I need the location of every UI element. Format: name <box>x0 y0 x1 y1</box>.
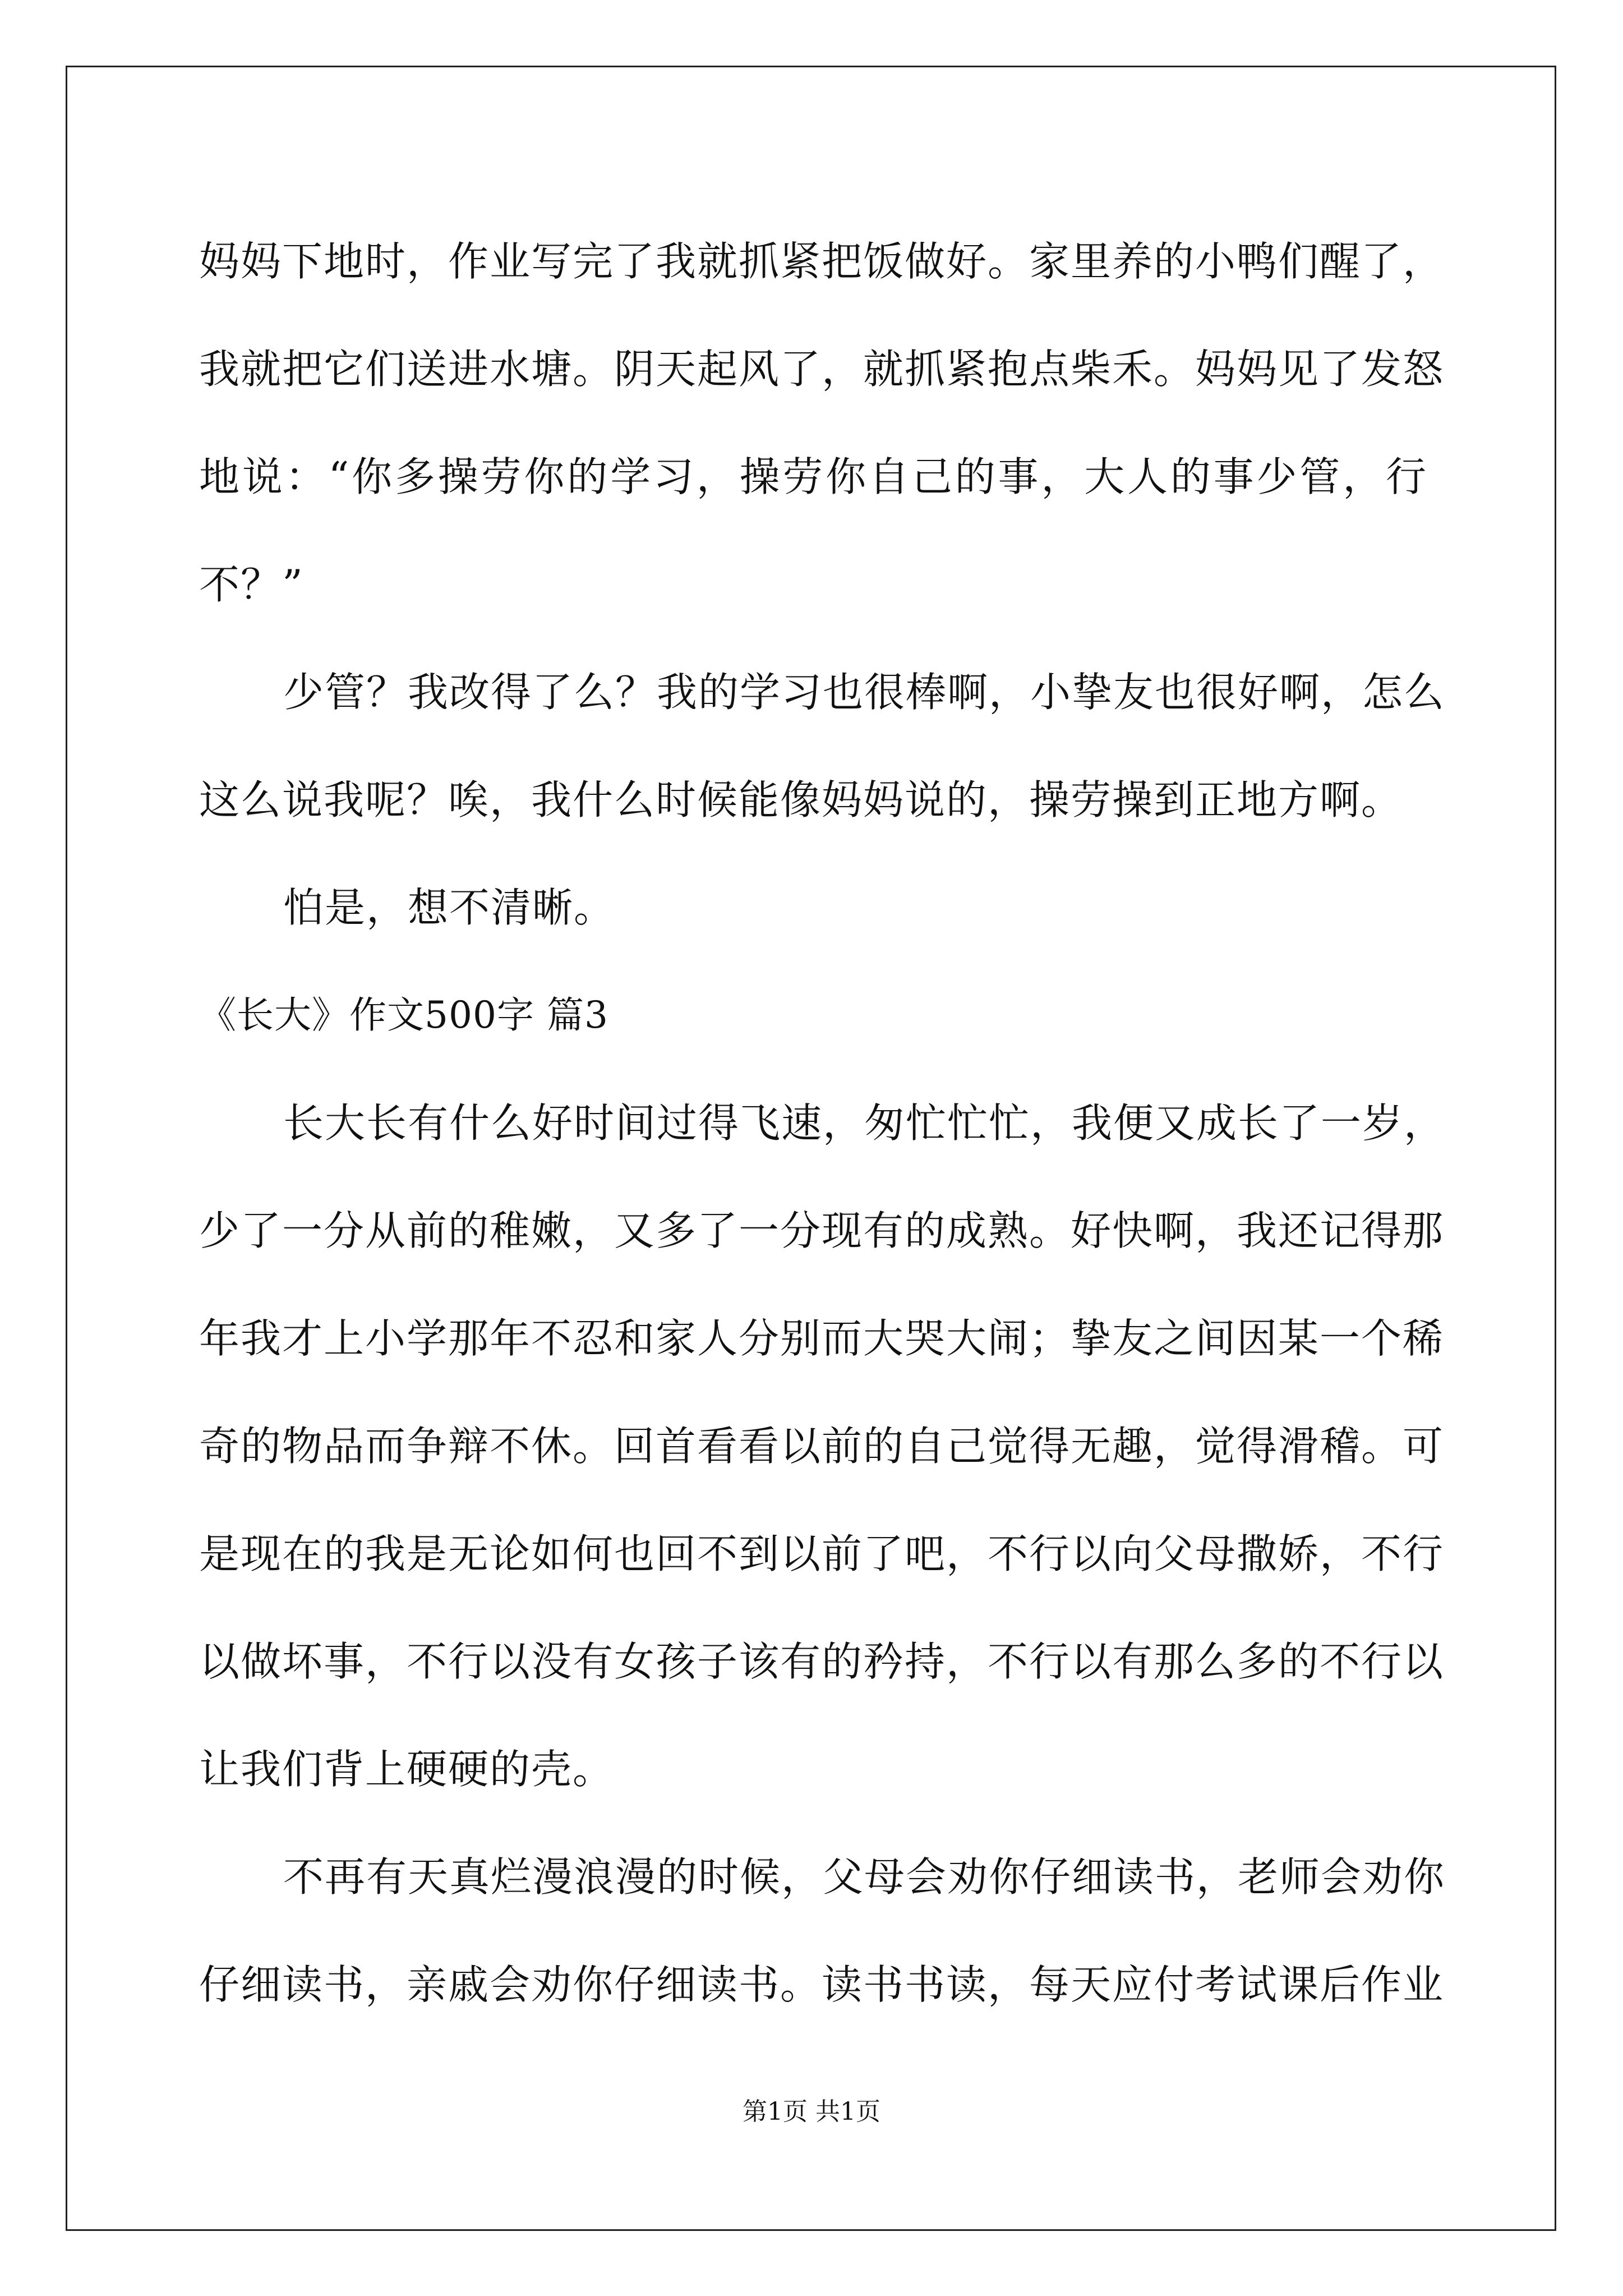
paragraph <box>199 854 1427 961</box>
text-line: 不再有天真烂漫浪漫的时候，父母会劝你仔细读书，老师会劝你 <box>283 1853 1446 1901</box>
paragraph <box>199 638 1446 854</box>
text-line: 仔细读书，亲戚会劝你仔细读书。读书书读，每天应付考试课后作业 <box>199 1961 1445 2008</box>
text-line: 怕是，想不清晰。 <box>283 884 616 931</box>
text-line: 奇的物品而争辩不休。回首看看以前的自己觉得无趣，觉得滑稽。可 <box>199 1423 1445 1470</box>
text-line: 少了一分从前的稚嫩，又多了一分现有的成熟。好快啊，我还记得那 <box>199 1207 1445 1254</box>
text-line: 这么说我呢？唉，我什么时候能像妈妈说的，操劳操到正地方啊。 <box>199 776 1403 823</box>
text-line: 是现在的我是无论如何也回不到以前了吧，不行以向父母撒娇，不行 <box>199 1530 1445 1577</box>
text-line: 妈妈下地时，作业写完了我就抓紧把饭做好。家里养的小鸭们醒了， <box>199 238 1445 285</box>
page-footer <box>0 2095 1623 2129</box>
text-line: 长大长有什么好时间过得飞速，匆忙忙忙，我便又成长了一岁， <box>283 1099 1446 1147</box>
paragraph <box>199 1069 1446 1823</box>
text-line: 我就把它们送进水塘。阴天起风了，就抓紧抱点柴禾。妈妈见了发怒 <box>199 346 1445 393</box>
page-number: 第1页 共1页 <box>743 2097 880 2126</box>
text-line: 地说：“你多操劳你的学习，操劳你自己的事，大人的事少管，行 <box>199 453 1427 500</box>
text-line: 少管？我改得了么？我的学习也很棒啊，小挚友也很好啊，怎么 <box>283 669 1446 716</box>
document-body <box>199 208 1446 2039</box>
text-line: 让我们背上硬硬的壳。 <box>199 1746 615 1793</box>
text-line: 年我才上小学那年不忍和家人分别而大哭大闹；挚友之间因某一个稀 <box>199 1315 1445 1362</box>
section-heading: 《长大》作文500字 篇3 <box>199 993 608 1037</box>
paragraph <box>199 208 1445 638</box>
text-line: 不？” <box>199 561 304 608</box>
text-line: 以做坏事，不行以没有女孩子该有的矜持，不行以有那么多的不行以 <box>199 1638 1445 1685</box>
paragraph <box>199 1823 1446 2039</box>
